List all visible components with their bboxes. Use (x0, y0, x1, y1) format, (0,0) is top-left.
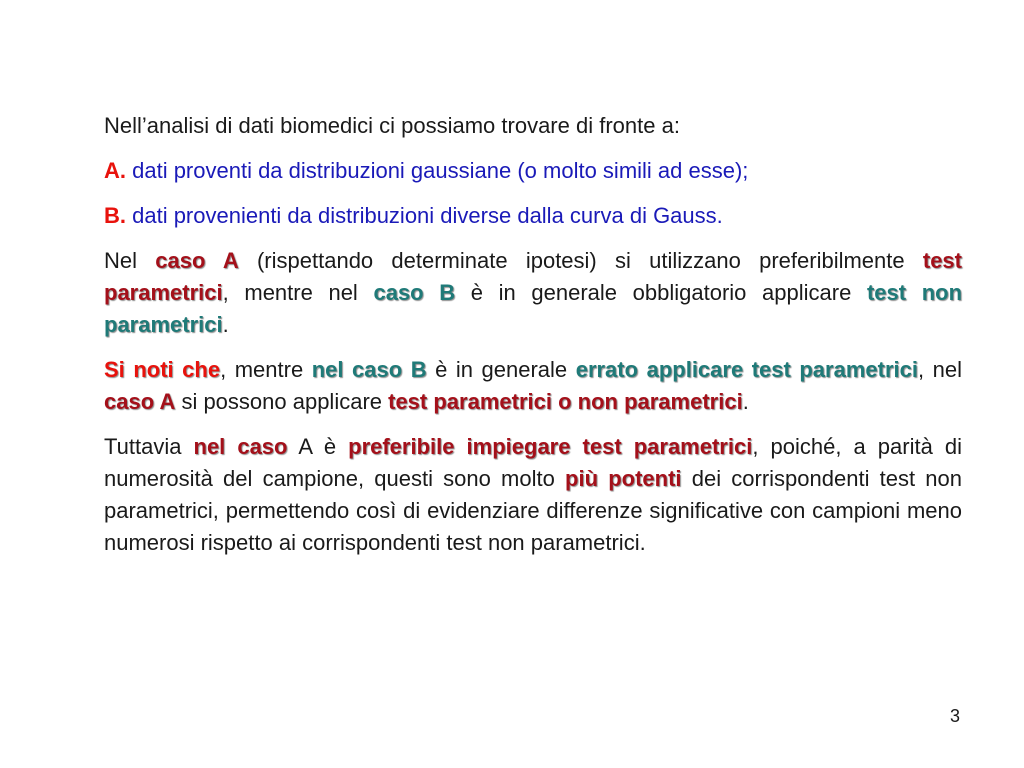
p2-highlight-nel-caso-b: nel caso B (311, 357, 427, 382)
item-a-label: A. (104, 158, 126, 183)
slide-body (104, 110, 962, 572)
p3-text-3: , poiché, a parità di numerosità del campione, questi sono molto (104, 434, 962, 491)
p3-highlight-nel-caso: nel caso (193, 434, 288, 459)
p2-text-3: , nel (918, 357, 962, 382)
p2-text-4: si possono applicare (175, 389, 389, 414)
p2-highlight-test-parametrici-o-non: test parametrici o non parametrici (388, 389, 743, 414)
paragraph-2 (104, 354, 962, 418)
p1-text-3: , mentre nel (222, 280, 374, 305)
intro-line: Nell’analisi di dati biomedici ci possiamo trovare di fronte a: (104, 113, 680, 138)
p2-highlight-si-noti-che: Si noti che (104, 357, 221, 382)
p1-text-2: (rispettando determinate ipotesi) si utilizzano preferibilmente (238, 248, 923, 273)
p2-highlight-caso-a: caso A (104, 389, 176, 414)
p3-highlight-piu-potenti: più potenti (565, 466, 682, 491)
p3-highlight-preferibile: preferibile impiegare test parametrici (348, 434, 753, 459)
p3-text-2: A è (287, 434, 349, 459)
paragraph-3 (104, 431, 962, 559)
p2-text-5: . (742, 389, 749, 414)
p3-text-4: dei corrispondenti test non parametrici, permettendo così di evidenziare differenze significative con campioni meno numerosi rispetto ai corrispondenti test non parametrici. (104, 466, 962, 555)
p1-text-1: Nel (104, 248, 156, 273)
paragraph-1 (104, 245, 962, 341)
p1-highlight-caso-a: caso A (155, 248, 239, 273)
p1-highlight-caso-b: caso B (373, 280, 456, 305)
intro-text (104, 110, 962, 142)
list-item-a (104, 155, 962, 187)
item-a-text: dati proventi da distribuzioni gaussiane (o molto simili ad esse); (126, 158, 749, 183)
p1-text-4: è in generale obbligatorio applicare (455, 280, 867, 305)
page-number: 3 (950, 706, 961, 726)
p2-highlight-errato-applicare: errato applicare test parametrici (575, 357, 918, 382)
item-b-label: B. (104, 203, 126, 228)
p1-text-5: . (222, 312, 229, 337)
p2-text-1: , mentre (220, 357, 312, 382)
p1-highlight-test-parametrici: test parametrici (104, 248, 962, 305)
p3-text-1: Tuttavia (104, 434, 194, 459)
list-item-b (104, 200, 962, 232)
item-b-text: dati provenienti da distribuzioni diverse dalla curva di Gauss. (126, 203, 723, 228)
p1-highlight-test-non-parametrici: test non parametrici (104, 280, 963, 337)
p2-text-2: è in generale (426, 357, 576, 382)
